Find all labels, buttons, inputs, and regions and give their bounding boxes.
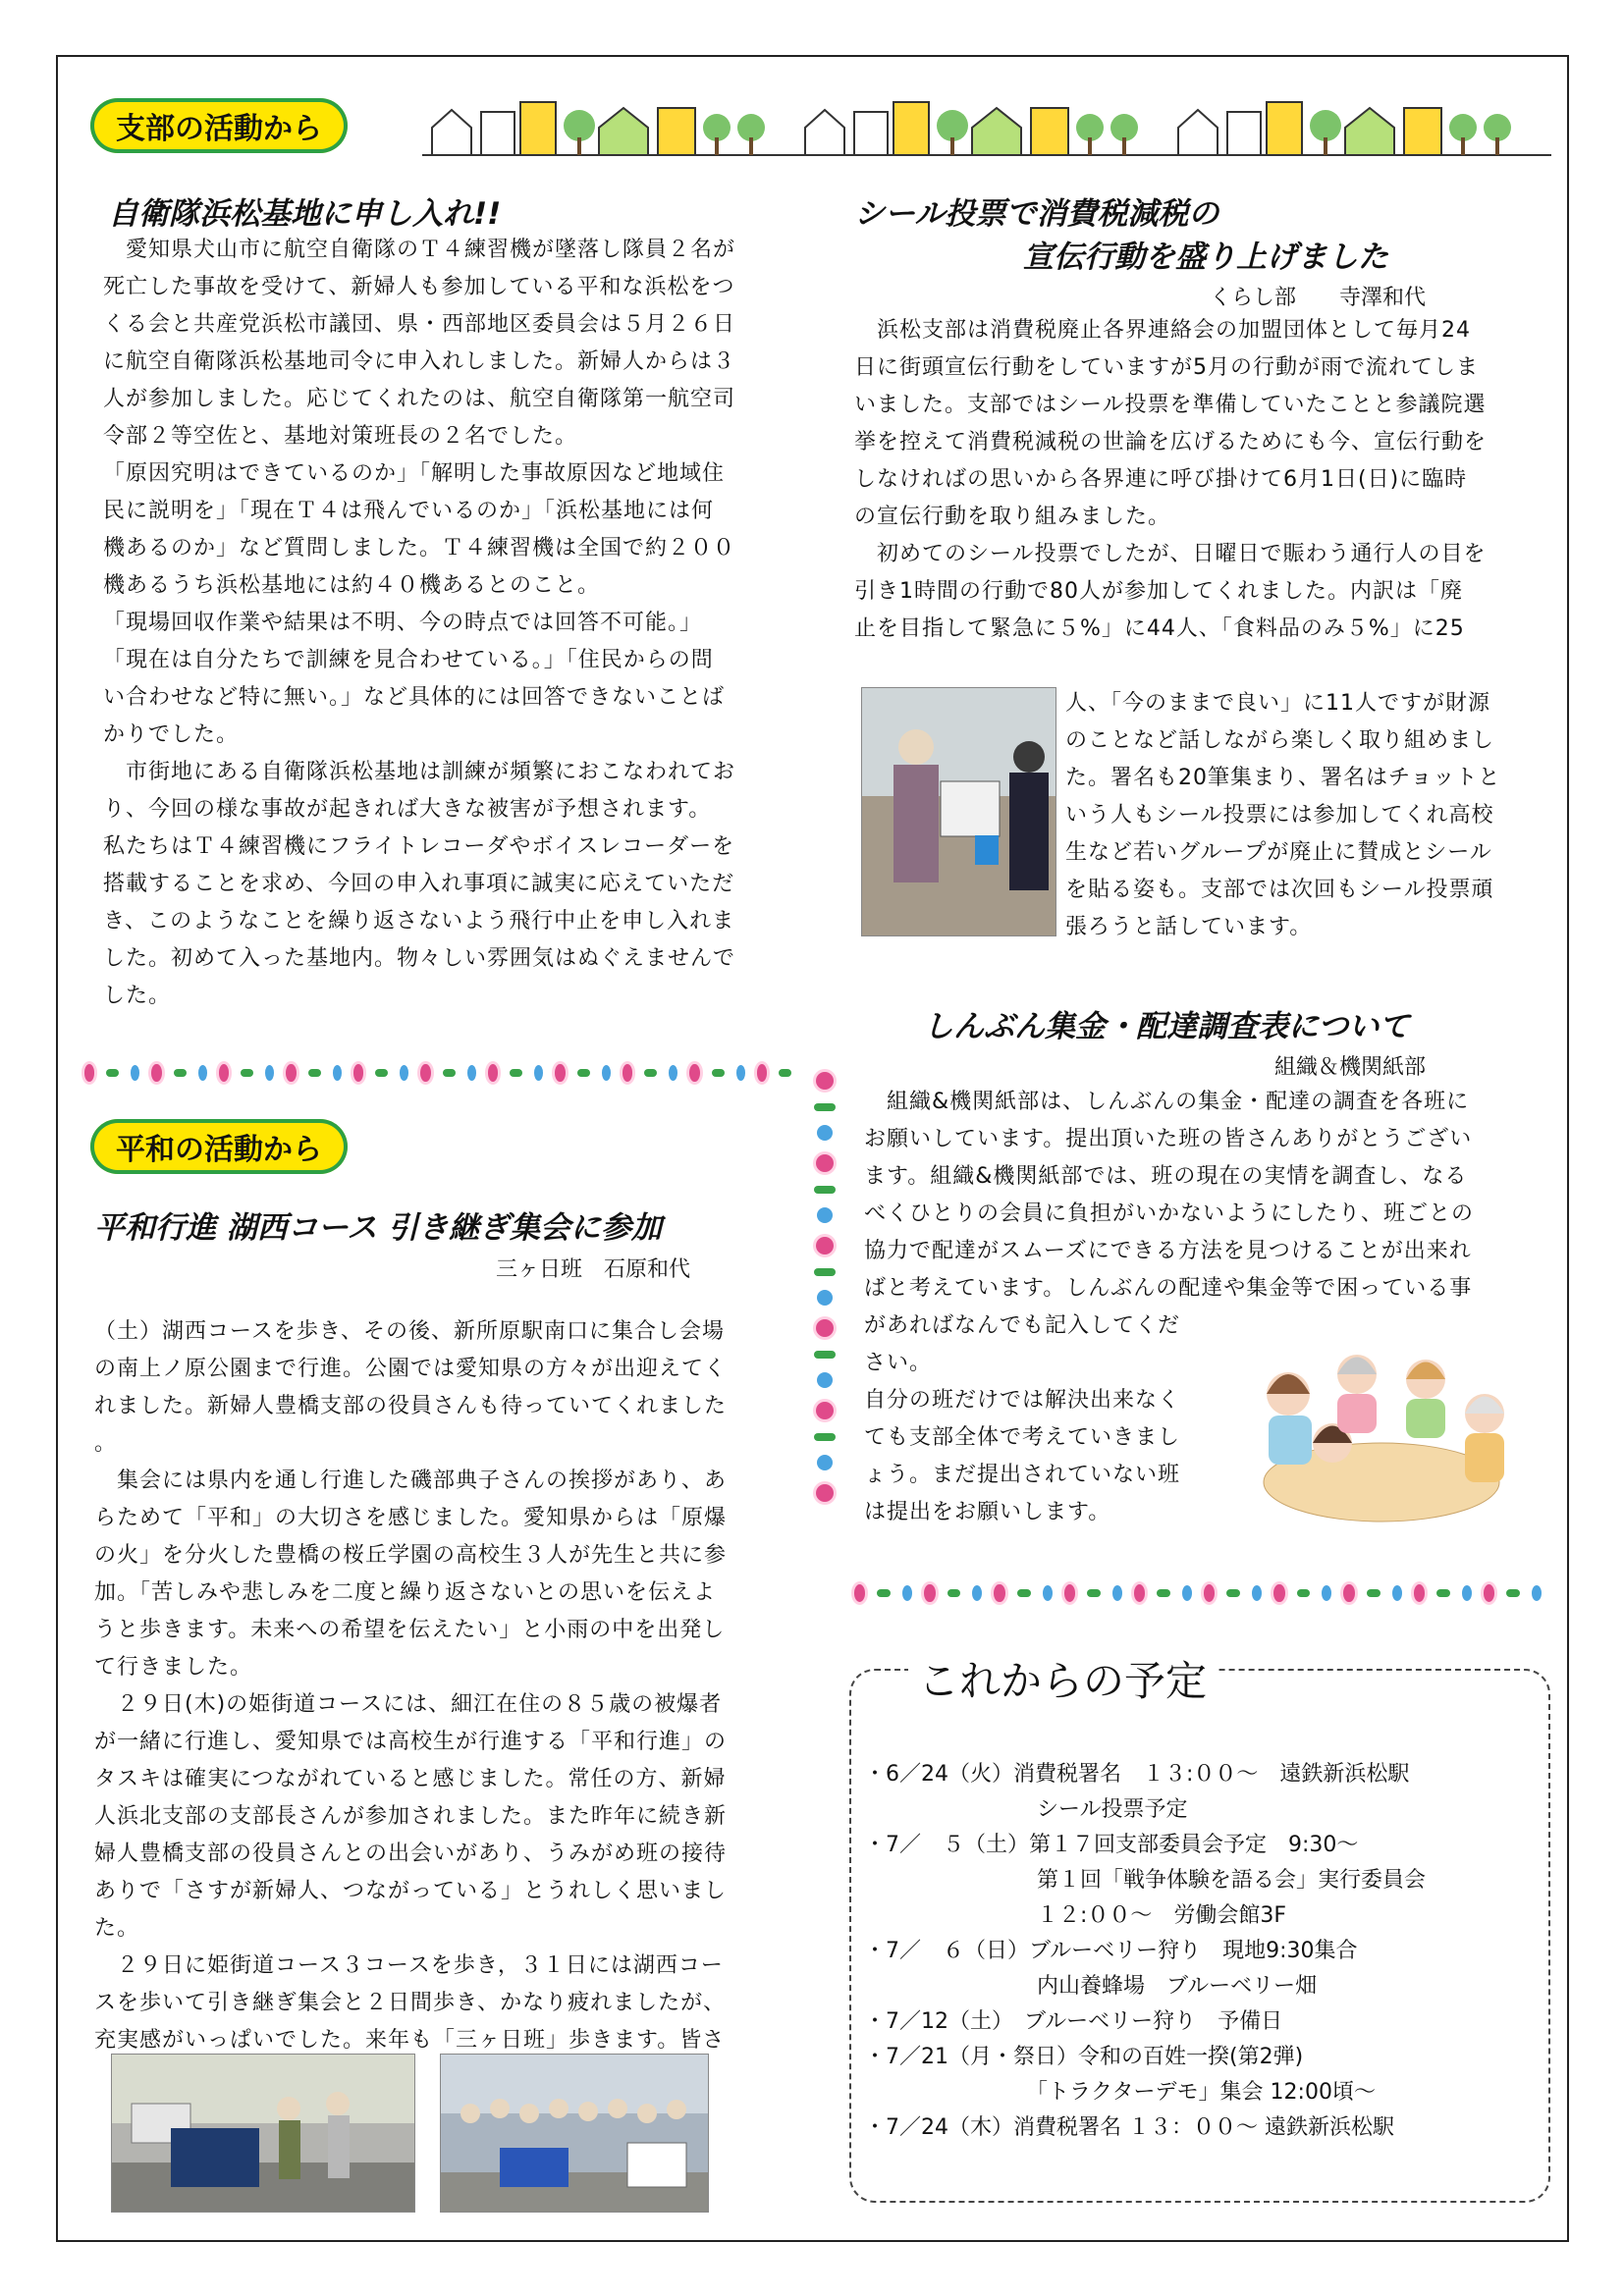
article-title-sticker-vote-1: シール投票で消費税減税の: [854, 196, 1219, 232]
schedule-row: １２:００～ 労働会館3F: [864, 1903, 1287, 1928]
photo-sticker-vote: [861, 687, 1056, 936]
flower-divider-right: [854, 1580, 1542, 1606]
photo-peace-march-1: [111, 2054, 415, 2213]
article-title-newspaper-survey: しんぶん集金・配達調査表について: [923, 1009, 1410, 1044]
schedule-row: ・7／24（木）消費税署名 １３：００～ 遠鉄新浜松駅: [864, 2115, 1394, 2140]
article-body-peace-march: （土）湖西コースを歩き、その後、新所原駅南口に集合し会場 の南上ノ原公園まで行進。公園では愛知県の方々が出迎えてく れました。新婦人豊橋支部の役員さんも待っていてくれました 。 集会には県内を通し行進した磯部典子さんの挨拶があり、あ らためて「平和」の大切さを感じました。愛知県からは「原爆 の火」を分火した豊橋の桜丘学園の高校生３人が先生と共に参 加。「苦しみや悲しみを二度と繰り返さないとの思いを伝えよ うと歩きます。未来への希望を伝えたい」と小雨の中を出発し て行きました。 ２９日(木)の姫街道コースには、細江在住の８５歳の被爆者 が一緒に行進し、愛知県では高校生が行進する「平和行進」の タスキは確実につながれていると感じました。常任の方、新婦 人浜北支部の支部長さんが参加されました。また昨年に続き新 婦人豊橋支部の役員さんとの出会いがあり、うみがめ班の接待 ありで「さすが新婦人、つながっている」とうれしく思いまし た。 ２９日に姫街道コース３コースを歩き，３１日には湖西コー スを歩いて引き継ぎ集会と２日間歩き、かなり疲れましたが、 充実感がいっぱいでした。来年も「三ヶ日班」歩きます。皆さ: [94, 1319, 728, 2053]
schedule-list: [864, 1757, 1542, 2146]
flower-divider-left: [84, 1060, 791, 1086]
article-title-base-request: 自衛隊浜松基地に申し入れ!!: [108, 196, 502, 232]
schedule-row: ・7／ ６（日）ブルーベリー狩り 現地9:30集合: [864, 1939, 1358, 1963]
schedule-row: ・7／ ５（土）第１７回支部委員会予定 9:30～: [864, 1833, 1359, 1857]
schedule-row: シール投票予定: [864, 1797, 1188, 1822]
article-byline-peace-march: 三ヶ日班 石原和代: [496, 1257, 691, 1282]
schedule-row: 第１回「戦争体験を語る会」実行委員会: [864, 1868, 1427, 1893]
article-byline-newspaper-survey: 組織＆機関紙部: [1274, 1055, 1427, 1080]
schedule-row: 内山養蜂場 ブルーベリー畑: [864, 1974, 1318, 1999]
town-illustration: [422, 98, 1551, 157]
section-badge-peace: [90, 1119, 348, 1174]
schedule-row: ・6／24（火）消費税署名 １３:００～ 遠鉄新浜松駅: [864, 1762, 1410, 1787]
article-byline-sticker-vote: くらし部 寺澤和代: [1210, 286, 1427, 310]
schedule-row: ・7／21（月・祭日）令和の百姓一揆(第2弾): [864, 2045, 1304, 2069]
article-body-base-request: 愛知県犬山市に航空自衛隊のＴ４練習機が墜落し隊員２名が 死亡した事故を受けて、新婦人も参加している平和な浜松をつ くる会と共産党浜松市議団、県・西部地区委員会は５月２６日 に航空自衛隊浜松基地司令に申入れしました。新婦人からは３ 人が参加しました。応じてくれたのは、航空自衛隊第一航空司 令部２等空佐と、基地対策班長の２名でした。 「原因究明はできているのか」「解明した事故原因など地域住 民に説明を」「現在Ｔ４は飛んでいるのか」「浜松基地には何 機あるのか」など質問しました。Ｔ４練習機は全国で約２００ 機あるうち浜松基地には約４０機あるとのこと。 「現場回収作業や結果は不明、今の時点では回答不可能。」 「現在は自分たちで訓練を見合わせている。」「住民からの問 い合わせなど特に無い。」など具体的には回答できないことば かりでした。 市街地にある自衛隊浜松基地は訓練が頻繁におこなわれてお り、今回の様な事故が起きれば大きな被害が予想されます。 私たちはＴ４練習機にフライトレコーダやボイスレコーダーを 搭載することを求め、今回の申入れ事項に誠実に応えていただ き、このようなことを繰り返さないよう飛行中止を申し入れま した。初めて入った基地内。物々しい雰囲気はぬぐえませんで した。: [103, 238, 736, 1008]
article-title-peace-march: 平和行進 湖西コース 引き継ぎ集会に参加: [94, 1210, 663, 1246]
illustration-meeting: [1239, 1335, 1524, 1531]
article-title-sticker-vote-2: 宣伝行動を盛り上げました: [1023, 240, 1388, 275]
photo-peace-march-2: [440, 2054, 709, 2213]
section-badge-branch: [90, 98, 348, 153]
section-badge-label: 支部の活動から: [116, 112, 322, 146]
schedule-title: これからの予定: [908, 1649, 1217, 1708]
schedule-row: ・7／12（土） ブルーベリー狩り 予備日: [864, 2009, 1283, 2034]
article-body-sticker-vote-side: 人、「今のままで良い」に11人ですが財源 のことなど話しながら楽しく取り組めまし た。署名も20筆集まり、署名はチョットと いう人もシール投票には参加してくれ高校 生など若いグループが廃止に賛成とシール を貼る姿も。支部では次回もシール投票頑 張ろうと話しています。: [1065, 691, 1501, 939]
flower-divider-vertical: [810, 1072, 839, 1504]
article-body-newspaper-survey-side: があればなんでも記入してくだ さい。 自分の班だけでは解決出来なく ても支部全体で考えていきまし ょう。まだ提出されていない班 は提出をお願いします。: [864, 1313, 1181, 1524]
schedule-row: 「トラクターデモ」集会 12:00頃～: [864, 2080, 1376, 2105]
article-body-newspaper-survey: 組織&機関紙部は、しんぶんの集金・配達の調査を各班に お願いしています。提出頂いた班の皆さんありがとうござい ます。組織&機関紙部では、班の現在の実情を調査し、なる べくひとりの会員に負担がいかないようにしたり、班ごとの 協力で配達がスムーズにできる方法を見つけることが出来れ ばと考えています。しんぶんの配達や集金等で困っている事: [864, 1090, 1475, 1301]
section-badge-label: 平和の活動から: [116, 1133, 322, 1167]
article-body-sticker-vote: 浜松支部は消費税廃止各界連絡会の加盟団体として毎月24 日に街頭宣伝行動をしていますが5月の行動が雨で流れてしま いました。支部ではシール投票を準備していたことと参議院選 挙を控えて消費税減税の世論を広げるためにも今、宣伝行動を しなければの思いから各界連に呼び掛けて6月1日(日)に臨時 の宣伝行動を取り組みました。 初めてのシール投票でしたが、日曜日で賑わう通行人の目を 引き1時間の行動で80人が参加してくれました。内訳は「廃 止を目指して緊急に５%」に44人、「食料品のみ５%」に25: [854, 318, 1488, 641]
